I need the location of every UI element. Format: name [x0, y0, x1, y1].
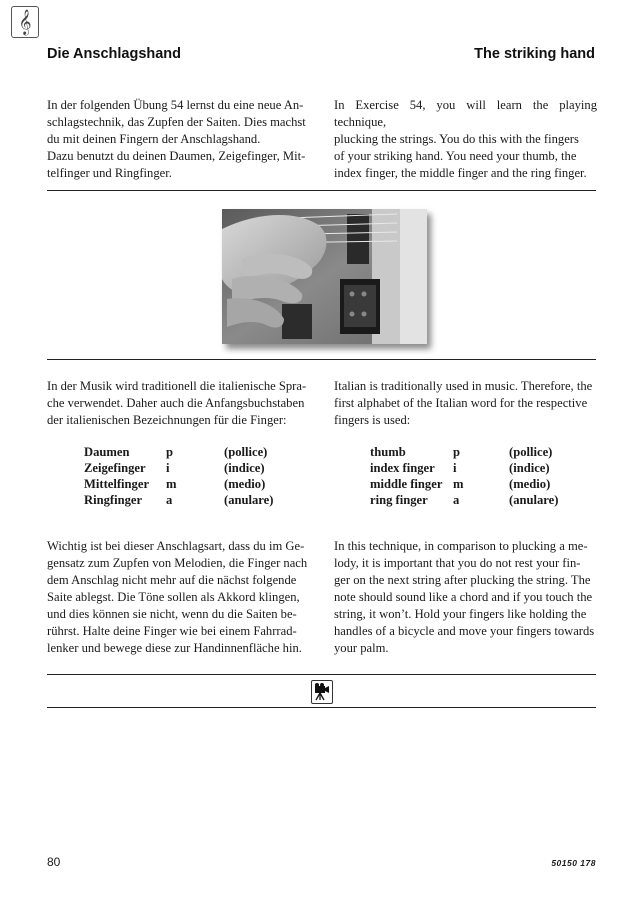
guitar-hand-photo: [222, 209, 427, 344]
page-title-en: The striking hand: [474, 46, 595, 62]
table-row: thumb p (pollice): [370, 445, 553, 459]
intro-text-de: In der folgenden Übung 54 lernst du eine neue An- schlagstechnik, das Zupfen der Saiten. Dies machst du mit deinen Fingern der Anschlagshand. Dazu benutzt du deinen Daumen, Zeigefinger, Mit- telfinger und Ringfinger.: [47, 98, 306, 180]
technique-text-en: In this technique, in comparison to plucking a me- lody, it is important that you do not rest your fin- ger on the next string after plucking the string. The note should sound like a chord and if you touch the string, it won’t. Hold your fingers like holding the handles of a bicycle and move your fingers towards your palm.: [334, 539, 595, 655]
table-row: Mittelfinger m (medio): [84, 477, 266, 491]
table-row: Daumen p (pollice): [84, 445, 268, 459]
intro-text-en: In Exercise 54, you will learn the playing technique, plucking the strings. You do this with the fingers of your striking hand. You need your thumb, the index finger, the middle finger and the ring finger.: [334, 98, 597, 180]
table-row: Ringfinger a (anulare): [84, 493, 274, 507]
divider: [47, 707, 596, 708]
finger-table-en: [370, 444, 558, 508]
table-row: middle finger m (medio): [370, 477, 551, 491]
table-row: ring finger a (anulare): [370, 493, 559, 507]
page-number: 80: [47, 855, 61, 869]
finger-table-de: [84, 444, 273, 508]
italian-text-en: Italian is traditionally used in music. Therefore, the first alphabet of the Italian word for the respective fingers is used:: [334, 379, 593, 427]
video-camera-icon[interactable]: [311, 680, 333, 704]
technique-text-de: Wichtig ist bei dieser Anschlagsart, dass du im Ge- gensatz zum Zupfen von Melodien, die Finger nach dem Anschlag nicht mehr auf die nächst folgende Saite ablegst. Die Töne sollen als Akkord klingen, und dies können sie nicht, wenn du die Saiten be- rührst. Halte deine Finger wie bei einem Fahrrad- lenker und bewege diese zur Handinnenfläche hin.: [47, 539, 308, 655]
treble-clef-icon: 𝄞: [11, 6, 39, 38]
divider: [47, 359, 596, 360]
italian-text-de: In der Musik wird traditionell die italienische Spra- che verwendet. Daher auch die Anfangsbuchstaben der italienischen Bezeichnungen für die Finger:: [47, 379, 307, 427]
table-row: Zeigefinger i (indice): [84, 461, 265, 475]
page-title-de: Die Anschlagshand: [47, 46, 182, 62]
divider: [47, 190, 596, 191]
publication-code: 50150 178: [551, 858, 596, 868]
table-row: index finger i (indice): [370, 461, 550, 475]
divider: [47, 674, 596, 675]
